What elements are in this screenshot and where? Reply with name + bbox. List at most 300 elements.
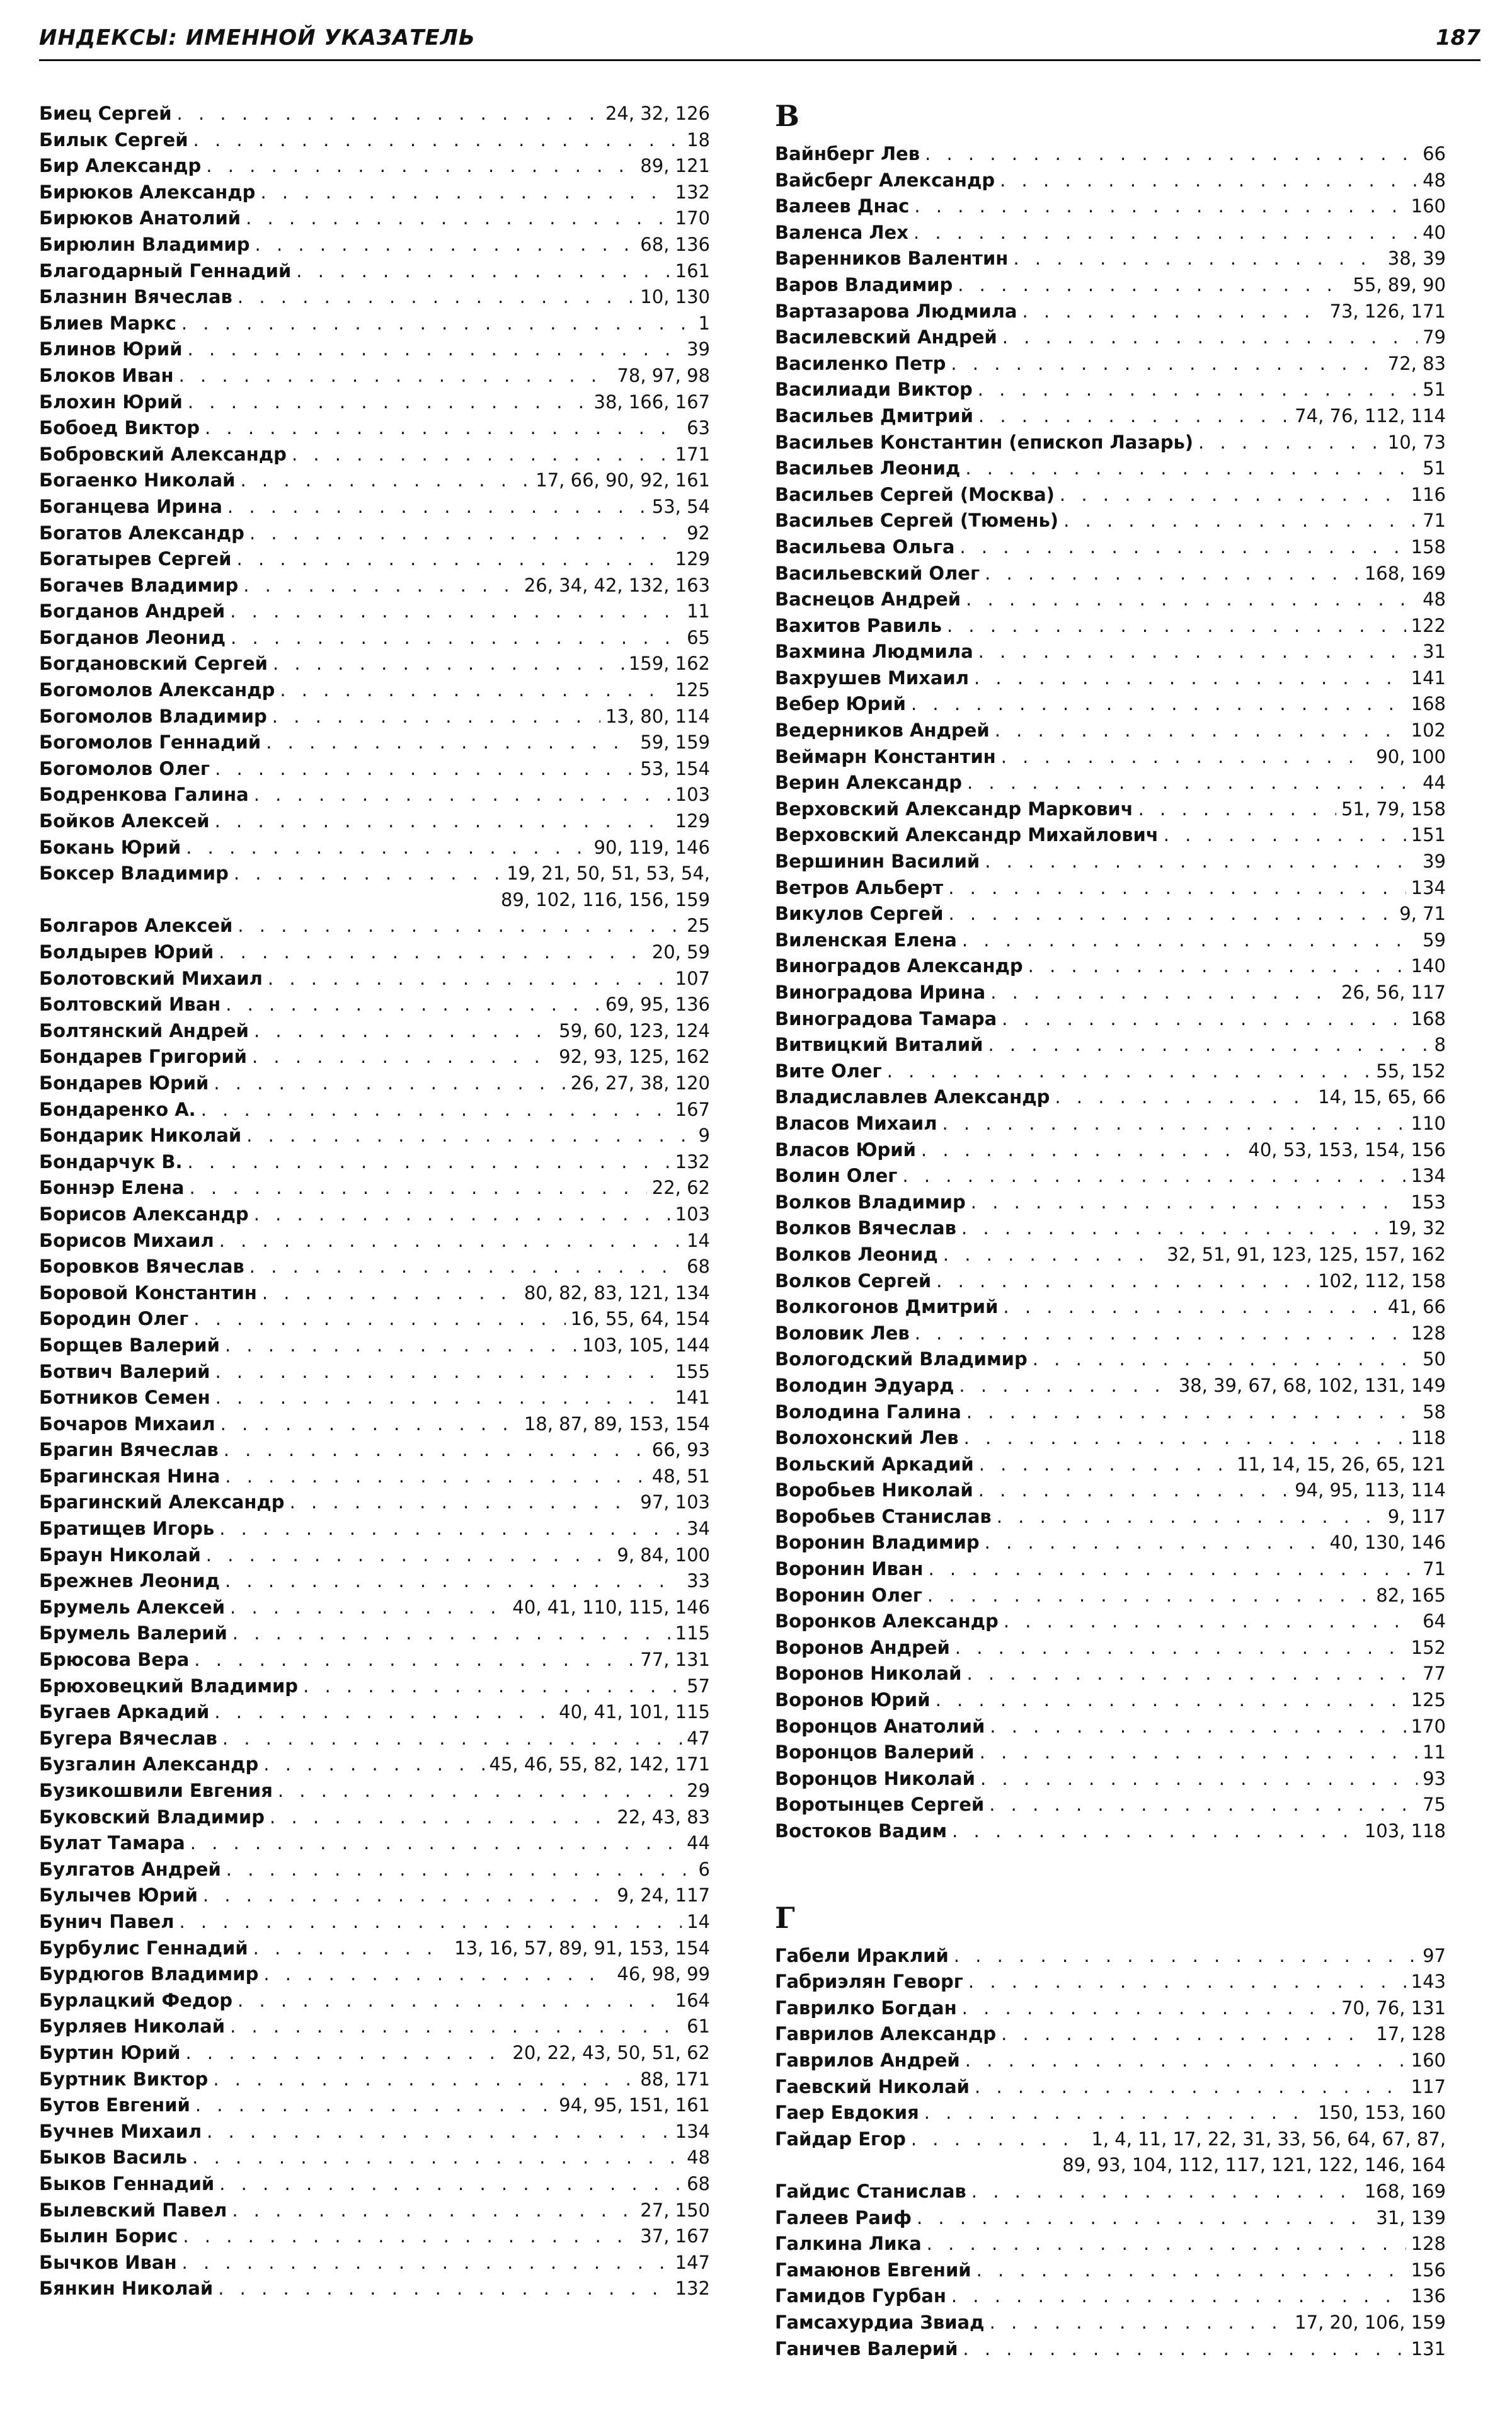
entry-name: Блиев Маркс bbox=[39, 312, 176, 334]
leader-dots bbox=[243, 573, 519, 599]
entry-pages: 48 bbox=[1423, 588, 1446, 611]
leader-dots bbox=[182, 2250, 670, 2276]
entry-pages: 75 bbox=[1423, 1794, 1446, 1816]
index-entry bbox=[775, 2126, 1446, 2153]
index-entry bbox=[775, 1321, 1446, 1347]
index-entry bbox=[39, 1097, 710, 1123]
entry-pages: 65 bbox=[687, 626, 710, 648]
index-entry bbox=[775, 299, 1446, 325]
leader-dots bbox=[1001, 2021, 1371, 2048]
entry-pages: 34 bbox=[687, 1518, 710, 1540]
entry-pages: 158 bbox=[1411, 536, 1446, 558]
entry-name: Бондарчук В. bbox=[39, 1150, 183, 1173]
index-entry bbox=[775, 2257, 1446, 2284]
index-entry bbox=[39, 2171, 710, 2198]
index-entry bbox=[775, 141, 1446, 168]
leader-dots bbox=[1003, 1294, 1382, 1321]
index-entry bbox=[39, 2250, 710, 2276]
index-entry bbox=[39, 1961, 710, 1988]
index-entry bbox=[775, 1452, 1446, 1478]
entry-name: Ботвич Валерий bbox=[39, 1360, 210, 1382]
index-entry bbox=[39, 730, 710, 756]
index-entry bbox=[775, 901, 1446, 927]
entry-name: Буртин Юрий bbox=[39, 2041, 181, 2063]
index-entry bbox=[775, 875, 1446, 902]
entry-name: Былин Борис bbox=[39, 2225, 178, 2247]
entry-pages: 159, 162 bbox=[628, 653, 710, 675]
leader-dots bbox=[215, 808, 670, 835]
entry-name: Бучнев Михаил bbox=[39, 2120, 202, 2142]
index-entry bbox=[39, 1752, 710, 1778]
index-entry bbox=[39, 1595, 710, 1621]
entry-name: Габриэлян Геворг bbox=[775, 1971, 963, 1993]
entry-pages: 9, 117 bbox=[1387, 1505, 1446, 1527]
index-entry bbox=[775, 377, 1446, 403]
entry-name: Бутов Евгений bbox=[39, 2094, 190, 2116]
index-entry bbox=[775, 1190, 1446, 1216]
index-entry bbox=[39, 1620, 710, 1647]
index-entry bbox=[39, 2014, 710, 2040]
leader-dots bbox=[185, 2040, 507, 2067]
entry-pages: 118 bbox=[1411, 1427, 1446, 1449]
index-entry bbox=[39, 992, 710, 1018]
leader-dots bbox=[1004, 1609, 1418, 1635]
entry-name: Габели Ираклий bbox=[775, 1944, 949, 1966]
entry-pages: 9, 71 bbox=[1399, 903, 1446, 925]
index-entry bbox=[775, 2283, 1446, 2310]
entry-name: Валеев Днас bbox=[775, 195, 910, 217]
index-entry bbox=[775, 1163, 1446, 1190]
index-entry bbox=[775, 272, 1446, 299]
entry-name: Браун Николай bbox=[39, 1544, 201, 1566]
entry-name: Буртник Виктор bbox=[39, 2068, 209, 2090]
entry-pages: 32, 51, 91, 123, 125, 157, 162 bbox=[1167, 1243, 1446, 1265]
leader-dots bbox=[254, 1201, 670, 1228]
entry-name: Варов Владимир bbox=[775, 273, 953, 295]
index-entry bbox=[39, 625, 710, 651]
index-entry bbox=[39, 467, 710, 494]
entry-pages: 20, 59 bbox=[651, 941, 710, 963]
entry-pages: 40, 41, 101, 115 bbox=[559, 1701, 710, 1723]
index-entry bbox=[39, 101, 710, 127]
entry-pages: 80, 82, 83, 121, 134 bbox=[524, 1282, 710, 1304]
entry-pages: 122 bbox=[1411, 614, 1446, 636]
entry-name: Бирюков Александр bbox=[39, 181, 256, 203]
leader-dots bbox=[980, 1766, 1418, 1792]
entry-pages: 57 bbox=[687, 1675, 710, 1697]
entry-name: Васильев Леонид bbox=[775, 457, 961, 479]
entry-pages: 27, 150 bbox=[640, 2199, 710, 2221]
leader-dots bbox=[966, 1399, 1418, 1426]
leader-dots bbox=[948, 901, 1394, 927]
index-entry bbox=[39, 1935, 710, 1962]
leader-dots bbox=[965, 456, 1418, 482]
entry-name: Вахитов Равиль bbox=[775, 614, 942, 636]
index-entry bbox=[775, 1215, 1446, 1242]
leader-dots bbox=[1013, 246, 1382, 272]
entry-pages: 18 bbox=[687, 129, 710, 151]
leader-dots bbox=[280, 677, 670, 704]
leader-dots bbox=[1000, 168, 1418, 194]
entry-pages: 26, 34, 42, 132, 163 bbox=[524, 574, 710, 596]
leader-dots bbox=[266, 730, 635, 756]
index-entry bbox=[775, 639, 1446, 665]
leader-dots bbox=[246, 205, 670, 232]
leader-dots bbox=[278, 1778, 682, 1804]
entry-name: Гамидов Гурбан bbox=[775, 2285, 946, 2307]
entry-pages: 9, 24, 117 bbox=[617, 1884, 710, 1907]
index-entry bbox=[775, 403, 1446, 430]
leader-dots bbox=[226, 1857, 694, 1883]
entry-name: Вахрушев Михаил bbox=[775, 667, 969, 689]
index-entry bbox=[775, 770, 1446, 796]
leader-dots bbox=[268, 966, 670, 992]
entry-name: Волохонский Лев bbox=[775, 1427, 959, 1449]
leader-dots bbox=[183, 2223, 635, 2250]
leader-dots bbox=[975, 2074, 1406, 2101]
entry-name: Ботников Семен bbox=[39, 1387, 210, 1409]
leader-dots bbox=[1022, 299, 1324, 325]
entry-name: Виленская Елена bbox=[775, 929, 957, 951]
entry-name: Биец Сергей bbox=[39, 103, 172, 124]
index-entry bbox=[775, 2310, 1446, 2336]
entry-name: Вите Олег bbox=[775, 1060, 882, 1082]
leader-dots bbox=[978, 377, 1418, 403]
index-entry bbox=[39, 1437, 710, 1464]
entry-name: Валенса Лех bbox=[775, 221, 908, 243]
index-entry bbox=[775, 1058, 1446, 1085]
entry-name: Булычев Юрий bbox=[39, 1884, 198, 1907]
entry-name: Богомолов Геннадий bbox=[39, 731, 261, 754]
leader-dots bbox=[911, 691, 1406, 718]
entry-pages: 22, 43, 83 bbox=[617, 1806, 710, 1828]
leader-dots bbox=[927, 2231, 1406, 2257]
entry-pages: 134 bbox=[675, 2120, 710, 2142]
entry-name: Васильевский Олег bbox=[775, 562, 980, 584]
entry-pages: 31 bbox=[1423, 641, 1446, 663]
index-entry bbox=[775, 1006, 1446, 1033]
entry-pages: 45, 46, 55, 82, 142, 171 bbox=[489, 1753, 710, 1775]
entry-name: Быков Геннадий bbox=[39, 2172, 215, 2194]
index-entry bbox=[775, 1530, 1446, 1556]
entry-pages: 116 bbox=[1411, 483, 1446, 505]
entry-name: Вахмина Людмила bbox=[775, 641, 973, 663]
entry-name: Бычков Иван bbox=[39, 2251, 177, 2273]
entry-name: Воронин Иван bbox=[775, 1558, 924, 1580]
leader-dots bbox=[215, 1359, 670, 1385]
entry-pages: 90, 119, 146 bbox=[593, 836, 710, 858]
entry-pages: 40, 41, 110, 115, 146 bbox=[512, 1596, 710, 1618]
index-entry bbox=[775, 351, 1446, 377]
entry-name: Василиади Виктор bbox=[775, 379, 973, 401]
entry-name: Галкина Лика bbox=[775, 2233, 922, 2255]
index-entry bbox=[39, 1333, 710, 1359]
entry-pages-continued: 89, 102, 116, 156, 159 bbox=[500, 888, 710, 910]
entry-name: Гайдис Станислав bbox=[775, 2180, 966, 2202]
entry-pages: 93 bbox=[1423, 1767, 1446, 1789]
entry-name: Вольский Аркадий bbox=[775, 1453, 974, 1475]
leader-dots bbox=[974, 665, 1406, 692]
entry-pages: 14 bbox=[687, 1910, 710, 1932]
index-entry bbox=[775, 1268, 1446, 1295]
index-entry bbox=[39, 2145, 710, 2171]
entry-name: Васильев Дмитрий bbox=[775, 404, 973, 427]
leader-dots bbox=[927, 1583, 1371, 1609]
leader-dots bbox=[270, 1804, 612, 1831]
index-entry bbox=[39, 573, 710, 599]
leader-dots bbox=[1060, 482, 1406, 508]
entry-name: Василевский Андрей bbox=[775, 326, 997, 348]
index-entry bbox=[775, 1714, 1446, 1740]
index-entry bbox=[39, 153, 710, 180]
leader-dots bbox=[272, 704, 600, 730]
entry-pages: 44 bbox=[1423, 772, 1446, 794]
entry-name: Васильев Константин (епископ Лазарь) bbox=[775, 431, 1194, 453]
entry-name: Бузикошвили Евгения bbox=[39, 1780, 273, 1801]
entry-name: Брежнев Леонид bbox=[39, 1570, 220, 1592]
index-entry bbox=[39, 1070, 710, 1097]
leader-dots bbox=[962, 1995, 1336, 2022]
entry-name: Ветров Альберт bbox=[775, 876, 944, 898]
entry-pages: 90, 100 bbox=[1376, 745, 1446, 767]
running-title: ИНДЕКСЫ: ИМЕННОЙ УКАЗАТЕЛЬ bbox=[39, 25, 476, 50]
entry-pages: 68 bbox=[687, 1256, 710, 1278]
entry-name: Воронин Владимир bbox=[775, 1532, 980, 1554]
entry-pages: 69, 95, 136 bbox=[605, 994, 710, 1016]
entry-name: Бондарик Николай bbox=[39, 1125, 242, 1147]
entry-pages: 14, 15, 65, 66 bbox=[1318, 1086, 1446, 1108]
entry-name: Гаврилко Богдан bbox=[775, 1997, 957, 2019]
entry-pages: 168, 169 bbox=[1364, 562, 1446, 584]
index-entry bbox=[39, 939, 710, 966]
entry-pages: 77 bbox=[1423, 1663, 1446, 1685]
entry-name: Гаер Евдокия bbox=[775, 2102, 919, 2124]
entry-pages: 51, 79, 158 bbox=[1341, 798, 1446, 820]
index-entry bbox=[39, 336, 710, 363]
leader-dots bbox=[218, 2276, 670, 2302]
index-entry bbox=[39, 389, 710, 416]
index-entry bbox=[775, 168, 1446, 194]
leader-dots bbox=[936, 1268, 1313, 1295]
entry-pages: 46, 98, 99 bbox=[617, 1963, 710, 1985]
index-entry bbox=[39, 546, 710, 573]
entry-name: Волков Владимир bbox=[775, 1191, 966, 1213]
entry-name: Бобровский Александр bbox=[39, 443, 287, 465]
leader-dots bbox=[225, 1568, 682, 1595]
entry-pages: 66, 93 bbox=[651, 1439, 710, 1461]
leader-dots bbox=[249, 1254, 682, 1280]
index-entry bbox=[775, 1137, 1446, 1164]
entry-name: Богачев Владимир bbox=[39, 574, 239, 596]
index-entry bbox=[775, 1818, 1446, 1845]
entry-pages: 92 bbox=[687, 522, 710, 544]
entry-name: Брумель Алексей bbox=[39, 1596, 226, 1618]
index-column-right bbox=[775, 101, 1446, 2420]
leader-dots bbox=[978, 403, 1290, 430]
entry-name: Благодарный Геннадий bbox=[39, 260, 292, 282]
index-entry bbox=[775, 324, 1446, 351]
letter-section bbox=[775, 97, 1446, 1845]
entry-pages: 55, 89, 90 bbox=[1353, 273, 1446, 295]
leader-dots bbox=[219, 2171, 682, 2198]
entry-pages: 147 bbox=[675, 2251, 710, 2273]
leader-dots bbox=[237, 546, 670, 573]
entry-name: Васильева Ольга bbox=[775, 536, 955, 558]
index-entry bbox=[775, 1294, 1446, 1321]
entry-name: Блинов Юрий bbox=[39, 338, 183, 360]
index-entry bbox=[39, 2092, 710, 2119]
entry-name: Востоков Вадим bbox=[775, 1820, 948, 1842]
entry-pages: 103 bbox=[675, 1203, 710, 1225]
entry-name: Бурдюгов Владимир bbox=[39, 1963, 259, 1985]
entry-pages: 70, 76, 131 bbox=[1341, 1997, 1446, 2019]
entry-pages: 40, 53, 153, 154, 156 bbox=[1248, 1138, 1446, 1161]
entry-name: Викулов Сергей bbox=[775, 903, 944, 925]
index-entry bbox=[39, 205, 710, 232]
index-entry bbox=[39, 756, 710, 783]
entry-name: Бондарев Юрий bbox=[39, 1072, 209, 1094]
entry-name: Боровой Константин bbox=[39, 1282, 257, 1304]
leader-dots bbox=[232, 1620, 670, 1647]
leader-dots bbox=[1001, 744, 1372, 771]
entry-name: Гамаюнов Евгений bbox=[775, 2259, 971, 2281]
leader-dots bbox=[207, 2119, 670, 2145]
entry-name: Гайдар Егор bbox=[775, 2128, 906, 2150]
index-entry bbox=[39, 2198, 710, 2224]
leader-dots bbox=[254, 782, 670, 808]
entry-name: Вайнберг Лев bbox=[775, 143, 920, 164]
entry-pages: 48 bbox=[1423, 169, 1446, 191]
entry-name: Васильев Сергей (Москва) bbox=[775, 483, 1055, 505]
entry-name: Галеев Раиф bbox=[775, 2206, 912, 2228]
leader-dots bbox=[238, 913, 682, 939]
entry-pages: 53, 54 bbox=[651, 495, 710, 517]
entry-name: Василенко Петр bbox=[775, 352, 946, 374]
index-entry bbox=[775, 1504, 1446, 1530]
entry-pages: 74, 76, 112, 114 bbox=[1295, 404, 1446, 427]
entry-pages: 53, 154 bbox=[640, 757, 710, 779]
leader-dots bbox=[193, 1306, 565, 1333]
index-entry bbox=[775, 193, 1446, 220]
index-entry bbox=[39, 2276, 710, 2302]
entry-name: Волков Сергей bbox=[775, 1270, 932, 1292]
entry-name: Волков Леонид bbox=[775, 1243, 938, 1265]
entry-name: Бирюков Анатолий bbox=[39, 207, 241, 229]
index-entry bbox=[39, 1804, 710, 1831]
leader-dots bbox=[186, 835, 588, 861]
index-entry bbox=[775, 1740, 1446, 1766]
index-entry bbox=[39, 1306, 710, 1333]
entry-pages: 1, 4, 11, 17, 22, 31, 33, 56, 64, 67, 87, bbox=[1091, 2128, 1446, 2150]
entry-name: Брюховецкий Владимир bbox=[39, 1675, 299, 1697]
entry-name: Воробьев Николай bbox=[775, 1479, 973, 1501]
index-entry bbox=[775, 1969, 1446, 1995]
entry-pages: 160 bbox=[1411, 195, 1446, 217]
leader-dots bbox=[230, 2014, 682, 2040]
entry-name: Бородин Олег bbox=[39, 1308, 189, 1330]
entry-name: Гаевский Николай bbox=[775, 2075, 970, 2097]
index-entry bbox=[775, 508, 1446, 534]
entry-name: Билык Сергей bbox=[39, 129, 188, 151]
entry-name: Бянкин Николай bbox=[39, 2278, 214, 2300]
entry-name: Бурбулис Геннадий bbox=[39, 1937, 248, 1959]
entry-pages: 77, 131 bbox=[640, 1649, 710, 1671]
leader-dots bbox=[214, 1070, 565, 1097]
index-entry bbox=[775, 744, 1446, 771]
leader-dots bbox=[951, 351, 1382, 377]
leader-dots bbox=[190, 1830, 682, 1857]
index-entry bbox=[39, 258, 710, 285]
leader-dots bbox=[231, 625, 682, 651]
leader-dots bbox=[206, 153, 635, 180]
entry-name: Вайсберг Александр bbox=[775, 169, 995, 191]
entry-name: Волин Олег bbox=[775, 1165, 898, 1187]
leader-dots bbox=[924, 2100, 1313, 2126]
leader-dots bbox=[227, 494, 647, 520]
entry-pages: 68 bbox=[687, 2172, 710, 2194]
page-header bbox=[39, 18, 1480, 61]
entry-pages: 88, 171 bbox=[640, 2068, 710, 2090]
leader-dots bbox=[914, 220, 1418, 246]
entry-name: Болдырев Юрий bbox=[39, 941, 214, 963]
index-entry bbox=[39, 1018, 710, 1045]
entry-name: Витвицкий Виталий bbox=[775, 1034, 983, 1056]
index-entry bbox=[39, 1647, 710, 1673]
entry-pages: 94, 95, 151, 161 bbox=[559, 2094, 710, 2116]
leader-dots bbox=[943, 1242, 1162, 1268]
entry-name: Боровков Вячеслав bbox=[39, 1256, 244, 1278]
entry-name: Боганцева Ирина bbox=[39, 495, 222, 517]
index-entry bbox=[775, 849, 1446, 875]
entry-pages: 103, 105, 144 bbox=[582, 1334, 710, 1356]
leader-dots bbox=[952, 1818, 1360, 1845]
index-entry bbox=[39, 861, 710, 887]
entry-pages: 19, 32 bbox=[1387, 1217, 1446, 1239]
index-column-left bbox=[39, 101, 710, 2302]
entry-name: Воронов Андрей bbox=[775, 1636, 950, 1658]
leader-dots bbox=[925, 141, 1418, 168]
index-entry bbox=[39, 442, 710, 468]
index-entry bbox=[775, 1687, 1446, 1714]
index-entry bbox=[775, 1399, 1446, 1426]
leader-dots bbox=[273, 651, 624, 677]
index-entry bbox=[39, 1699, 710, 1726]
leader-dots bbox=[990, 2310, 1290, 2336]
entry-pages: 51 bbox=[1423, 457, 1446, 479]
entry-pages: 128 bbox=[1411, 1322, 1446, 1344]
index-entry bbox=[39, 1228, 710, 1254]
leader-dots bbox=[1164, 822, 1406, 849]
index-entry bbox=[775, 1792, 1446, 1818]
entry-name: Блоков Иван bbox=[39, 364, 174, 386]
entry-name: Былевский Павел bbox=[39, 2199, 227, 2221]
entry-pages: 22, 62 bbox=[651, 1177, 710, 1199]
entry-pages: 134 bbox=[1411, 1165, 1446, 1187]
entry-name: Верин Александр bbox=[775, 772, 962, 794]
entry-name: Богомолов Александр bbox=[39, 679, 275, 701]
entry-pages: 153 bbox=[1411, 1191, 1446, 1213]
leader-dots bbox=[958, 272, 1348, 299]
entry-pages: 9 bbox=[698, 1125, 710, 1147]
leader-dots bbox=[252, 1044, 554, 1070]
entry-pages: 103 bbox=[675, 784, 710, 806]
leader-dots bbox=[988, 1032, 1429, 1058]
entry-pages: 161 bbox=[675, 260, 710, 282]
entry-name: Борисов Михаил bbox=[39, 1229, 214, 1251]
leader-dots bbox=[985, 561, 1360, 587]
entry-name: Булгатов Андрей bbox=[39, 1858, 221, 1880]
index-entry bbox=[775, 613, 1446, 639]
